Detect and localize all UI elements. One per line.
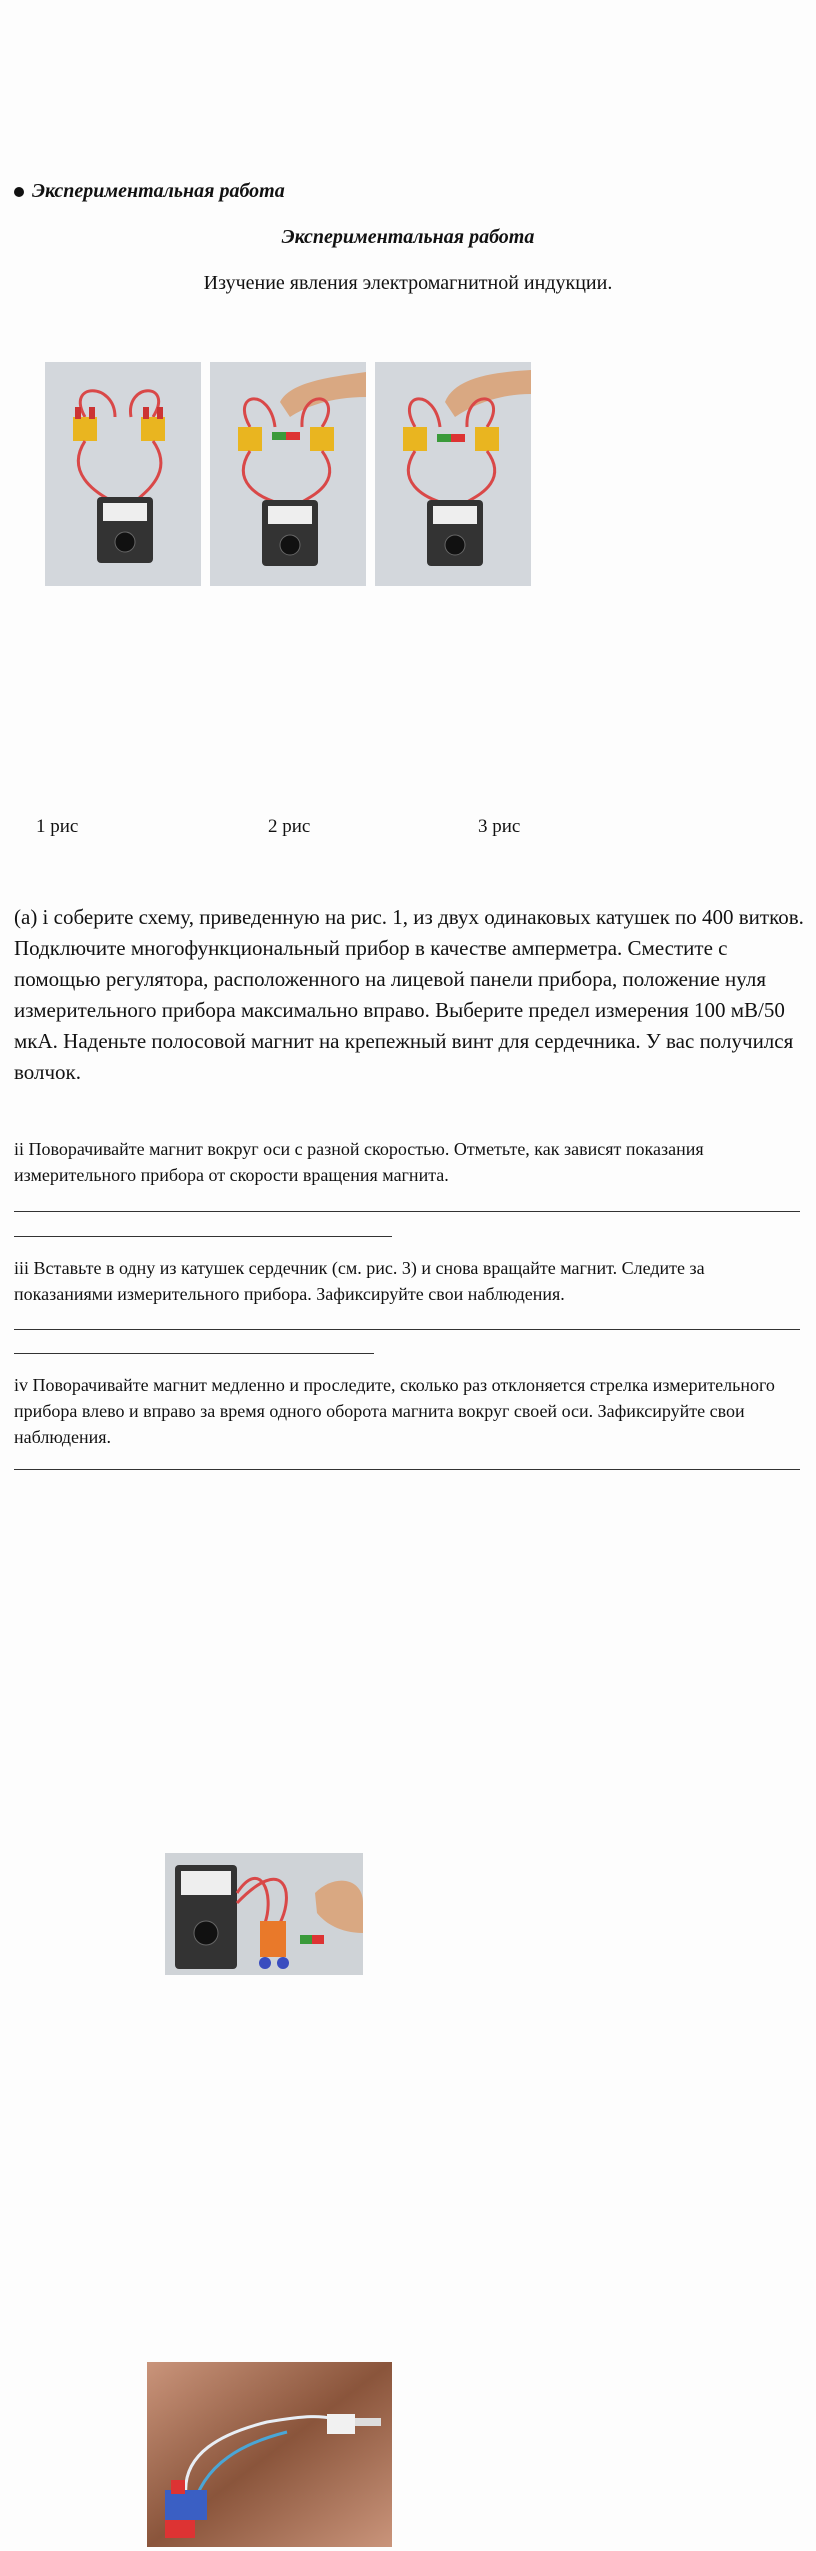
answer-line [14, 1469, 800, 1470]
answer-line [14, 1211, 800, 1212]
answer-line [14, 1329, 800, 1330]
task-iv-paragraph: iv Поворачивайте магнит медленно и проследите, сколько раз отклоняется стрелка измерительного прибора влево и вправо за время одного оборота магнита вокруг своей оси. Зафиксируйте свои наблюдения. [14, 1375, 775, 1447]
figure-1-photo [45, 362, 201, 586]
table-setup-photo [147, 2362, 392, 2547]
figure-2-photo [210, 362, 366, 586]
bullet-heading [14, 180, 285, 203]
answer-line [14, 1236, 392, 1237]
answer-line [14, 1353, 374, 1354]
task-ii-paragraph: ii Поворачивайте магнит вокруг оси с разной скоростью. Отметьте, как зависят показания измерительного прибора от скорости вращения магнита. [14, 1139, 704, 1185]
page-title: Экспериментальная работа [281, 226, 535, 248]
meter-coil-photo [165, 1853, 363, 1975]
figure-3-photo [375, 362, 531, 586]
task-iii-paragraph: iii Вставьте в одну из катушек сердечник (см. рис. 3) и снова вращайте магнит. Следите за показаниями измерительного прибора. Зафиксируйте свои наблюдения. [14, 1258, 705, 1304]
bullet-heading-text: Экспериментальная работа [32, 180, 285, 202]
task-a-paragraph: (a) i соберите схему, приведенную на рис. 1, из двух одинаковых катушек по 400 витков. Подключите многофункциональный прибор в качестве амперметра. Сместите с помощью регулятора, расположенного на лицевой панели прибора, положение нуля измерительного прибора максимально вправо. Выберите предел измерения 100 мВ/50 мкА. Наденьте полосовой магнит на крепежный винт для сердечника. У вас получился волчок. [14, 905, 804, 1084]
bullet-icon [14, 187, 24, 197]
figure-1-caption: 1 рис [36, 816, 79, 837]
figure-2-caption: 2 рис [268, 816, 311, 837]
page-subtitle: Изучение явления электромагнитной индукции. [203, 272, 613, 294]
figure-3-caption: 3 рис [478, 816, 521, 837]
